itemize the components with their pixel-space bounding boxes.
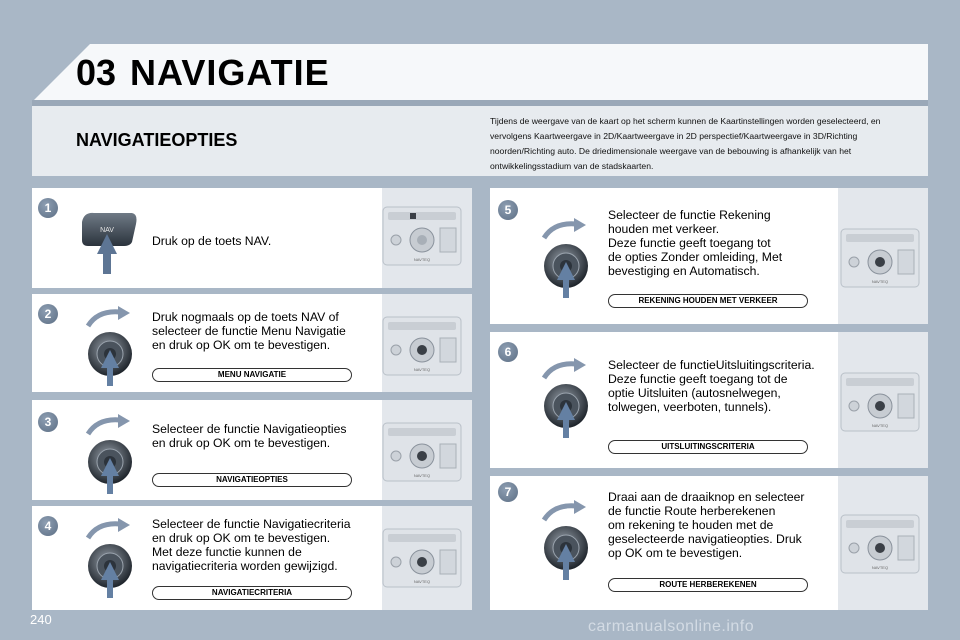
page-number: 240 bbox=[30, 612, 52, 627]
device-brand: NAVTEQ bbox=[871, 279, 889, 284]
step-badge-2: 2 bbox=[38, 304, 58, 324]
step-text-4: Selecteer de functie Navigatiecriteria en druk op OK om te bevestigen. Met deze functie kunnen de navigatiecriteria worden gewijzigd. bbox=[152, 517, 351, 573]
step-text-5: Selecteer de functie Rekening houden met verkeer. Deze functie geeft toegang tot de opties Zonder omleiding, Met bevestiging en Automatisch. bbox=[608, 208, 783, 278]
step-text-7: Draai aan de draaiknop en selecteer de functie Route herberekenen om rekening te houden met de geselecteerde navigatieopties. Druk op OK om te bevestigen. bbox=[608, 490, 805, 560]
step-text-2: Druk nogmaals op de toets NAV of selecteer de functie Menu Navigatie en druk op OK om te bevestigen. bbox=[152, 310, 346, 352]
radio-device-image bbox=[382, 206, 462, 266]
step-badge-3: 3 bbox=[38, 412, 58, 432]
menu-label: NAVIGATIEOPTIES bbox=[152, 473, 352, 487]
rotary-knob-icon bbox=[534, 358, 598, 440]
radio-device-image bbox=[382, 528, 462, 588]
rotary-knob-icon bbox=[534, 500, 598, 582]
step-text-1: Druk op de toets NAV. bbox=[152, 234, 272, 248]
device-brand: NAVTEQ bbox=[413, 579, 431, 584]
radio-device-image bbox=[382, 422, 462, 482]
watermark: carmanualsonline.info bbox=[588, 618, 755, 635]
chapter-number: 03 bbox=[76, 52, 117, 93]
radio-device-image bbox=[382, 316, 462, 376]
nav-key-icon bbox=[80, 210, 140, 276]
rotary-knob-icon bbox=[78, 414, 142, 496]
device-brand: NAVTEQ bbox=[871, 423, 889, 428]
radio-device-image bbox=[840, 514, 920, 574]
intro-paragraph: Tijdens de weergave van de kaart op het scherm kunnen de Kaartinstellingen worden geselecteerd, en vervolgens Kaartweergave in 2D/Kaartweergave in 2D perspectief/Kaartweergave in 3D/Richting noorden/Richting auto. De driedimensionale weergave van de bebouwing is afhankelijk van het ontwikkelingsstadium van de stadskaarten. bbox=[490, 116, 881, 171]
nav-key-label: NAV bbox=[100, 227, 114, 234]
menu-label: MENU NAVIGATIE bbox=[152, 368, 352, 382]
step-badge-5: 5 bbox=[498, 200, 518, 220]
rotary-knob-icon bbox=[78, 518, 142, 600]
rotary-knob-icon bbox=[78, 306, 142, 388]
step-badge-1: 1 bbox=[38, 198, 58, 218]
rotary-knob-icon bbox=[534, 218, 598, 300]
step-text-3: Selecteer de functie Navigatieopties en druk op OK om te bevestigen. bbox=[152, 422, 347, 450]
menu-label: UITSLUITINGSCRITERIA bbox=[608, 440, 808, 454]
step-badge-6: 6 bbox=[498, 342, 518, 362]
step-badge-7: 7 bbox=[498, 482, 518, 502]
device-brand: NAVTEQ bbox=[871, 565, 889, 570]
chapter-title: NAVIGATIE bbox=[130, 52, 330, 93]
menu-label: ROUTE HERBEREKENEN bbox=[608, 578, 808, 592]
device-brand: NAVTEQ bbox=[413, 367, 431, 372]
step-badge-4: 4 bbox=[38, 516, 58, 536]
step-text-6: Selecteer de functieUitsluitingscriteria. Deze functie geeft toegang tot de optie Uitsluiten (autosnelwegen, tolwegen, veerboten, tunnels). bbox=[608, 358, 815, 414]
header-stripe bbox=[32, 100, 928, 106]
device-brand: NAVTEQ bbox=[413, 257, 431, 262]
menu-label: NAVIGATIECRITERIA bbox=[152, 586, 352, 600]
section-title: NAVIGATIEOPTIES bbox=[76, 130, 238, 150]
radio-device-image bbox=[840, 372, 920, 432]
radio-device-image bbox=[840, 228, 920, 288]
menu-label: REKENING HOUDEN MET VERKEER bbox=[608, 294, 808, 308]
device-brand: NAVTEQ bbox=[413, 473, 431, 478]
